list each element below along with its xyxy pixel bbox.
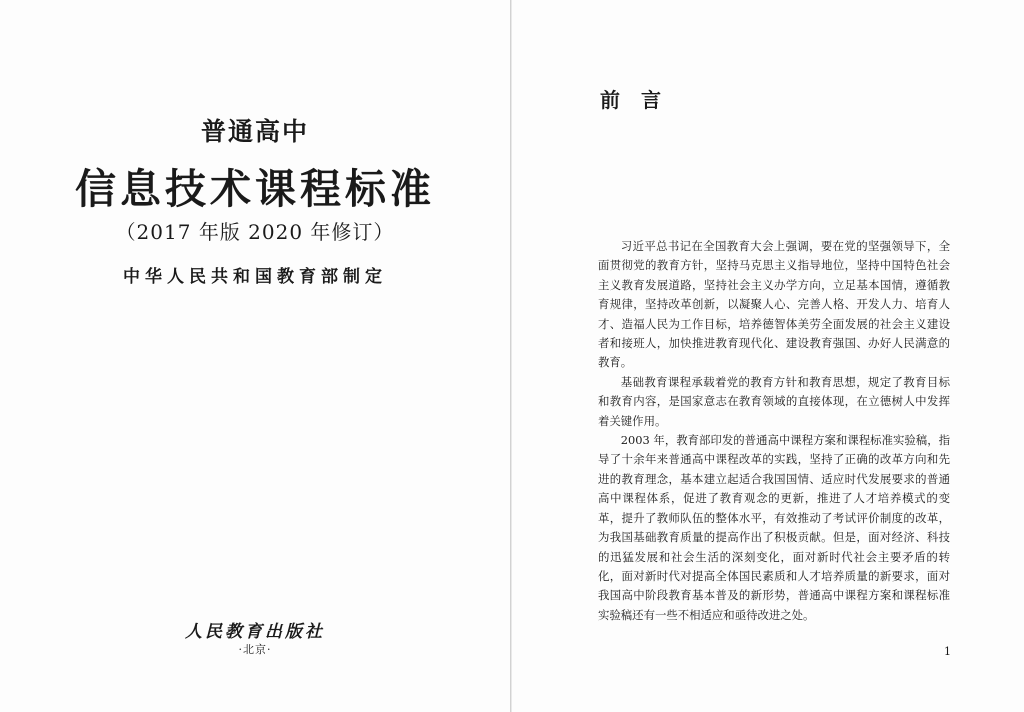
publisher-city: ·北京· [238,643,272,656]
preface-paragraph: 2003 年，教育部印发的普通高中课程方案和课程标准实验稿，指导了十余年来普通高中课程改革的实践，坚持了正确的改革方向和先进的教育理念，基本建立起适合我国国情、适应时代发展要求的普通高中课程体系，促进了教育观念的更新，推进了人才培养模式的变革，提升了教师队伍的整体水平，有效推动了考试评价制度的改革，为我国基础教育质量的提高作出了积极贡献。但是，面对经济、科技的迅猛发展和社会生活的深刻变化，面对新时代社会主要矛盾的转化，面对新时代对提高全体国民素质和人才培养质量的新要求，面对我国高中阶段教育基本普及的新形势，普通高中课程方案和课程标准实验稿还有一些不相适应和亟待改进之处。 [598,433,950,622]
preface-body [598,237,950,625]
preface-heading: 前 言 [600,88,661,112]
series-title: 普通高中 [200,117,309,146]
preface-paragraph: 习近平总书记在全国教育大会上强调，要在党的坚强领导下，全面贯彻党的教育方针，坚持马克思主义指导地位，坚持中国特色社会主义教育发展道路，坚持社会主义办学方向，立足基本国情，遵循教育规律，坚持改革创新，以凝聚人心、完善人格、开发人力、培育人才、造福人民为工作目标，培养德智体美劳全面发展的社会主义建设者和接班人，加快推进教育现代化、建设教育强国、办好人民满意的教育。 [598,239,950,370]
edition-label: （2017 年版 2020 年修订） [115,220,395,244]
preface-page [512,0,1024,712]
issuer-label: 中华人民共和国教育部制定 [123,267,387,287]
page-number: 1 [944,645,951,658]
title-page [0,0,511,712]
preface-paragraph: 基础教育课程承载着党的教育方针和教育思想，规定了教育目标和教育内容，是国家意志在教育领域的直接体现，在立德树人中发挥着关键作用。 [598,374,950,428]
publisher-logo: 人民教育出版社 [185,622,325,642]
book-title: 信息技术课程标准 [75,165,435,213]
